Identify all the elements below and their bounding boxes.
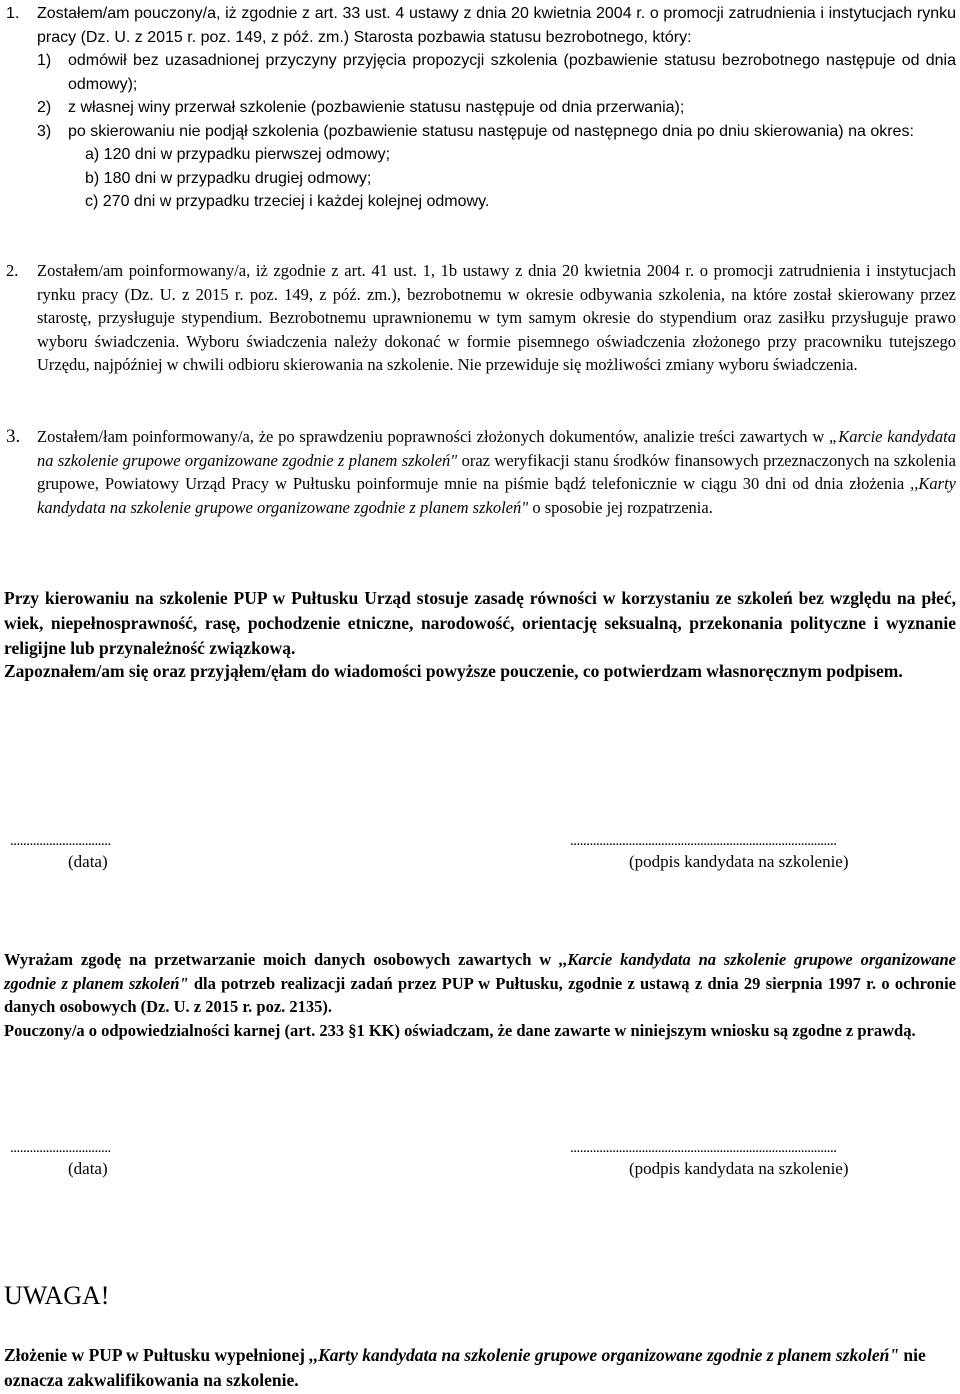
list-item-text: z własnej winy przerwał szkolenie (pozbawienie statusu następuje od dnia przerwania); [68, 99, 685, 116]
period-item: c) 270 dni w przypadku trzeciej i każdej kolejnej odmowy. [85, 193, 490, 210]
form-title-italic: ,,Karcie kandydata na szkolenie grupowe organizowane zgodnie z planem szkoleń" [4, 950, 956, 993]
warning-heading: UWAGA! [4, 1281, 110, 1310]
date-line: ............................... [10, 833, 111, 849]
period-list [37, 143, 956, 214]
form-title-italic: ,,Karty kandydata na szkolenie grupowe organizowane zgodnie z planem szkoleń" [37, 474, 956, 517]
final-note-text-part: nie oznacza zakwalifikowania na szkolenie. [4, 1345, 926, 1390]
point-number: 3. [6, 426, 21, 447]
date-label: (data) [68, 1159, 108, 1178]
point-1 [6, 2, 956, 214]
list-item-number: 3) [37, 122, 52, 140]
consent-block [4, 948, 956, 1042]
point-3 [6, 425, 956, 519]
point-3-text-part: Zostałem/łam poinformowany/a, że po sprawdzeniu poprawności złożonych dokumentów, analizie treści zawartych w [37, 427, 830, 446]
list-item-text: odmówił bez uzasadnionej przyczyny przyjęcia propozycji szkolenia (pozbawienie statusu bezrobotnego następuje od dnia odmowy); [68, 52, 956, 93]
point-2-text: Zostałem/am poinformowany/a, iż zgodnie z art. 41 ust. 1, 1b ustawy z dnia 20 kwietnia 2004 r. o promocji zatrudnienia i instytucjach rynku pracy (Dz. U. z 2015 r. poz. 149, z póź. zm.), bezrobotnemu w okresie odbywania szkolenia, na które został skierowany przez starostę, przysługuje stypendium. Bezrobotnemu uprawnionemu w tym samym okresie do stypendium oraz zasiłku przysługuje prawo wyboru świadczenia. Wyboru świadczenia należy dokonać w formie pisemnego oświadczenia złożonego przy pracowniku tutejszego Urzędu, najpóźniej w chwili odbioru skierowania na szkolenie. Nie przewiduje się możliwości zmiany wyboru świadczenia. [37, 261, 956, 374]
list-item [37, 49, 956, 96]
consent-text-part: Wyrażam zgodę na przetwarzanie moich danych osobowych zawartych w [4, 950, 560, 969]
signature-line: .................................................................................. [570, 833, 837, 849]
list-item-number: 2) [37, 99, 52, 116]
consent-statement [4, 948, 956, 1019]
date-line: ............................... [10, 1140, 111, 1156]
point-3-text-part: oraz weryfikacji stanu środków finansowych przeznaczonych na szkolenia grupowe, Powiatowy Urząd Pracy w Pułtusku poinformuje mnie na piśmie bądź telefonicznie w ciągu 30 dni od dnia złożenia [37, 450, 957, 493]
point-1-intro: Zostałem/am pouczony/a, iż zgodnie z art. 33 ust. 4 ustawy z dnia 20 kwietnia 2004 r. o promocji zatrudnienia i instytucjach rynku pracy (Dz. U. z 2015 r. poz. 149, z póź. zm.) Starosta pozbawia statusu bezrobotnego, który: [37, 5, 956, 46]
list-item [37, 96, 956, 120]
consent-text-part: dla potrzeb realizacji zadań przez PUP w Pułtusku, zgodnie z ustawą z dnia 29 sierpnia 1997 r. o ochronie danych osobowych (Dz. U. z 2015 r. poz. 2135). [4, 973, 956, 1016]
point-3-text [37, 425, 956, 519]
point-3-text-part: o sposobie jej rozpatrzenia. [528, 497, 713, 517]
equality-statement: Przy kierowaniu na szkolenie PUP w Pułtusku Urząd stosuje zasadę równości w korzystaniu ze szkoleń bez względu na płeć, wiek, niepełnosprawność, rasę, pochodzenie etniczne, narodowość, orientację seksualną, przekonania polityczne i wyznanie religijne lub przynależność związkową. [4, 588, 956, 658]
signature-line: .................................................................................. [570, 1140, 837, 1156]
point-number: 1. [6, 5, 20, 22]
list-item-number: 1) [37, 52, 52, 69]
form-title-italic: ,,Karty kandydata na szkolenie grupowe organizowane zgodnie z planem szkoleń" [309, 1345, 900, 1365]
signature-label: (podpis kandydata na szkolenie) [629, 1159, 849, 1178]
final-note-text-part: Złożenie w PUP w Pułtusku wypełnionej [4, 1345, 310, 1365]
signature-label: (podpis kandydata na szkolenie) [629, 852, 849, 871]
point-1-intro-row [6, 2, 956, 49]
form-title-italic: „Karcie kandydata na szkolenie grupowe organizowane zgodnie z planem szkoleń" [37, 427, 957, 470]
date-label: (data) [68, 852, 108, 871]
liability-statement: Pouczony/a o odpowiedzialności karnej (art. 233 §1 KK) oświadczam, że dane zawarte w niniejszym wniosku są zgodne z prawdą. [4, 1020, 916, 1040]
point-1-items [6, 49, 956, 214]
list-item [37, 120, 956, 144]
point-2 [6, 259, 956, 377]
point-number: 2. [6, 261, 19, 280]
list-item-text: po skierowaniu nie podjął szkolenia (pozbawienie statusu następuje od następnego dnia po dniu skierowania) na okres: [68, 122, 914, 140]
period-item: b) 180 dni w przypadku drugiej odmowy; [85, 169, 372, 187]
period-item: a) 120 dni w przypadku pierwszej odmowy; [85, 146, 391, 163]
final-note [4, 1343, 956, 1393]
acknowledgement-statement: Zapoznałem/am się oraz przyjąłem/ęłam do wiadomości powyższe pouczenie, co potwierdzam własnoręcznym podpisem. [4, 661, 903, 681]
